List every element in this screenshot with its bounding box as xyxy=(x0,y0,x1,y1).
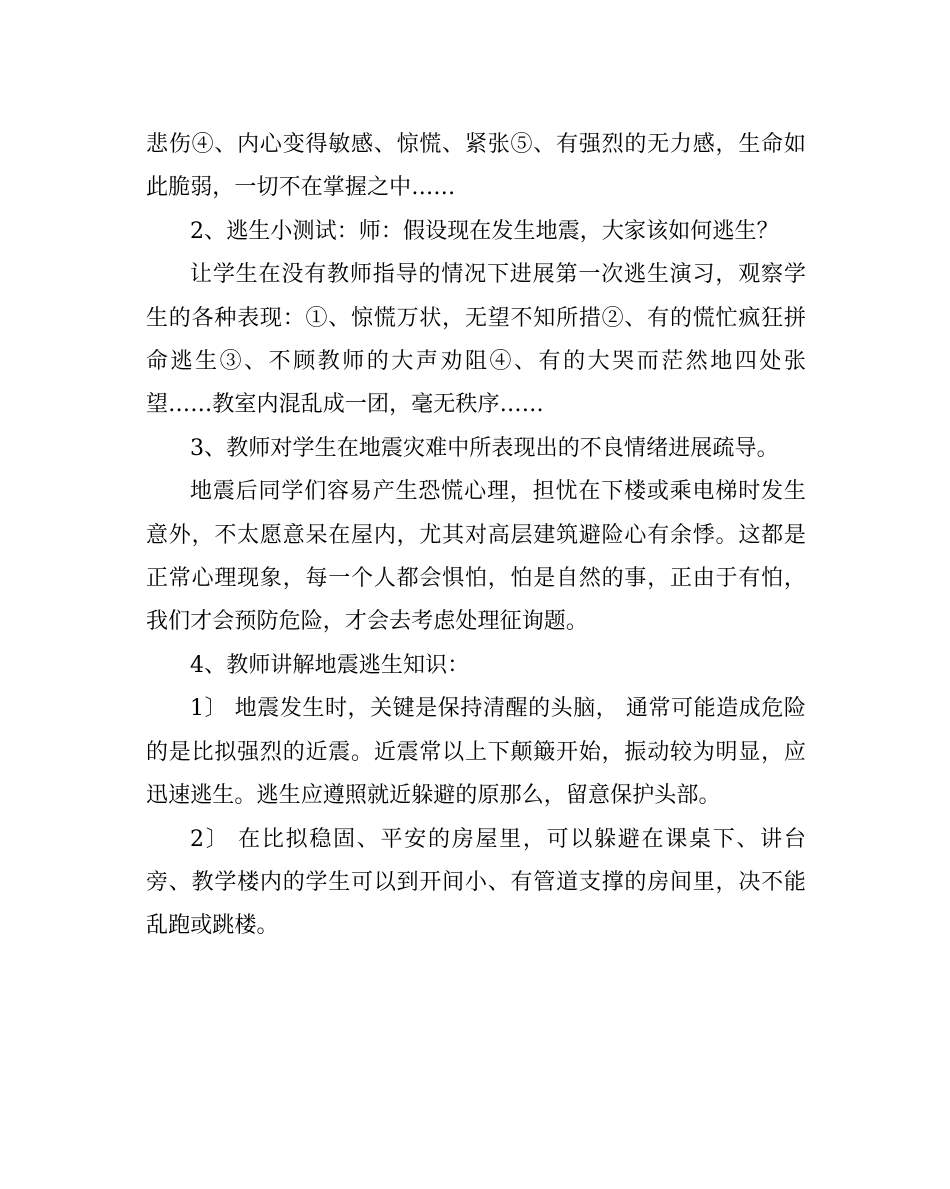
paragraph-point-2: 2〕 在比拟稳固、平安的房屋里，可以躲避在课桌下、讲台旁、教学楼内的学生可以到开间小、有管道支撑的房间里，决不能乱跑或跳楼。 xyxy=(146,826,806,939)
paragraph-escape-test: 2、逃生小测试：师：假设现在发生地震，大家该如何逃生？ xyxy=(190,218,779,244)
paragraph-drill-observation: 让学生在没有教师指导的情况下进展第一次逃生演习，观察学生的各种表现：①、惊慌万状，无望不知所措②、有的慌忙疯狂拼命逃生③、不顾教师的大声劝阻④、有的大哭而茫然地四处张望……教室内混乱成一团，毫无秩序…… xyxy=(146,262,806,418)
paragraph-continuation: 悲伤④、内心变得敏感、惊慌、紧张⑤、有强烈的无力感，生命如此脆弱，一切不在掌握之中…… xyxy=(146,132,806,201)
paragraph-point-1: 1〕 地震发生时，关键是保持清醒的头脑， 通常可能造成危险的是比拟强烈的近震。近震常以上下颠簸开始，振动较为明显，应迅速逃生。逃生应遵照就近躲避的原那么，留意保护头部。 xyxy=(146,696,806,809)
paragraph-emotion-guidance: 3、教师对学生在地震灾难中所表现出的不良情绪进展疏导。 xyxy=(190,435,779,461)
paragraph-knowledge-heading: 4、教师讲解地震逃生知识： xyxy=(190,652,470,678)
document-body xyxy=(146,123,806,948)
paragraph-fear-explanation: 地震后同学们容易产生恐慌心理，担忧在下楼或乘电梯时发生意外，不太愿意呆在屋内，尤其对高层建筑避险心有余悸。这都是正常心理现象，每一个人都会惧怕，怕是自然的事，正由于有怕，我们才会预防危险，才会去考虑处理征询题。 xyxy=(146,479,806,635)
